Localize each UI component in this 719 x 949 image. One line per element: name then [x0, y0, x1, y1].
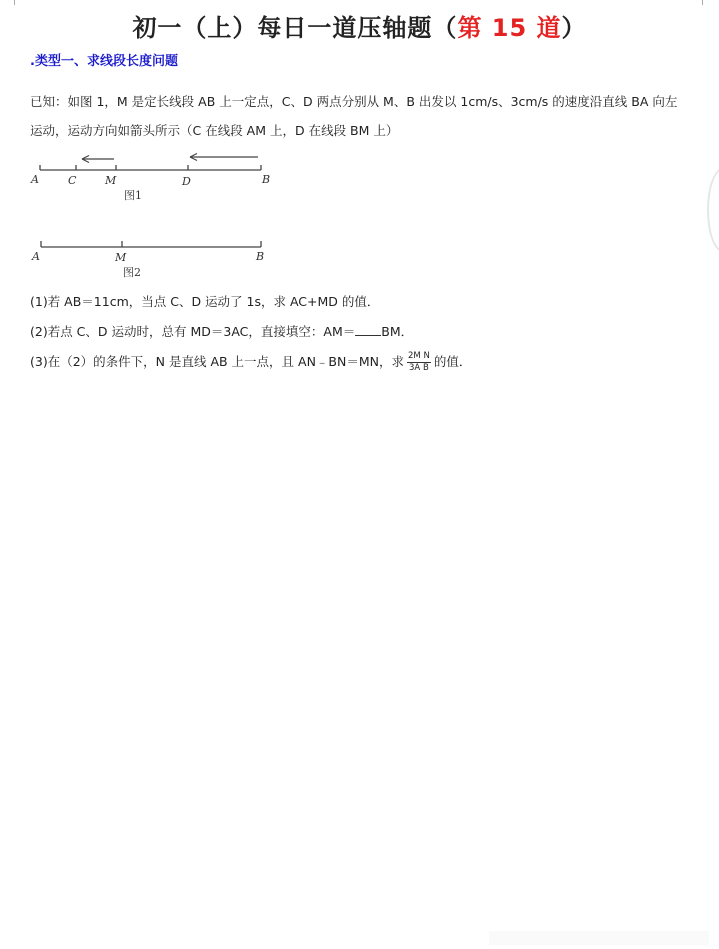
- fig1-label-B: B: [262, 173, 271, 186]
- fig1-label-D: D: [182, 175, 191, 188]
- title-close: ）: [561, 14, 587, 42]
- fig1-arrow-D-left-icon: [190, 154, 258, 161]
- fig1-caption: 图1: [124, 189, 142, 202]
- fig2-label-M: M: [115, 251, 127, 264]
- scroll-edge-indicator: [707, 168, 719, 252]
- figure-1: [28, 148, 288, 204]
- problem-intro-line-2: 运动，运动方向如箭头所示（C 在线段 AM 上，D 在线段 BM 上）: [30, 123, 399, 138]
- question-3: [30, 351, 471, 374]
- page-corner-mark-right: [692, 0, 703, 5]
- page-title: [0, 8, 719, 43]
- question-2-text: (2)若点 C、D 运动时，总有 MD＝3AC，直接填空：AM＝: [30, 324, 356, 339]
- question-3-text-end: 的值．: [433, 354, 472, 369]
- figure-2: [28, 235, 288, 285]
- fig1-label-A: A: [31, 173, 39, 186]
- answer-blank: [355, 324, 381, 336]
- faint-footer-region: [489, 931, 709, 945]
- fig1-arrow-C-left-icon: [82, 156, 114, 163]
- fraction-denominator: 3A B: [409, 363, 429, 373]
- fraction-numerator: 2M N: [408, 351, 430, 361]
- question-1: (1)若 AB＝11cm，当点 C、D 运动了 1s，求 AC+MD 的值．: [30, 294, 380, 309]
- question-2-text-end: BM．: [381, 324, 414, 339]
- fig2-label-A: A: [32, 250, 40, 263]
- title-problem-number: 第 15 道: [457, 14, 562, 42]
- fig1-label-C: C: [68, 174, 77, 187]
- question-3-fraction: [407, 351, 431, 374]
- fig1-label-M: M: [105, 174, 117, 187]
- question-3-text: (3)在（2）的条件下，N 是直线 AB 上一点，且 AN﹣BN＝MN，求: [30, 354, 404, 369]
- section-type-label: .类型一、求线段长度问题: [30, 54, 178, 69]
- title-main: 初一（上）每日一道压轴题（: [132, 14, 458, 42]
- question-2: [30, 322, 413, 340]
- page-corner-mark-left: [14, 0, 25, 5]
- fig2-caption: 图2: [123, 266, 141, 279]
- fig2-label-B: B: [256, 250, 265, 263]
- problem-intro-line-1: 已知：如图 1，M 是定长线段 AB 上一定点，C、D 两点分别从 M、B 出发以 1cm/s、3cm/s 的速度沿直线 BA 向左: [30, 94, 678, 109]
